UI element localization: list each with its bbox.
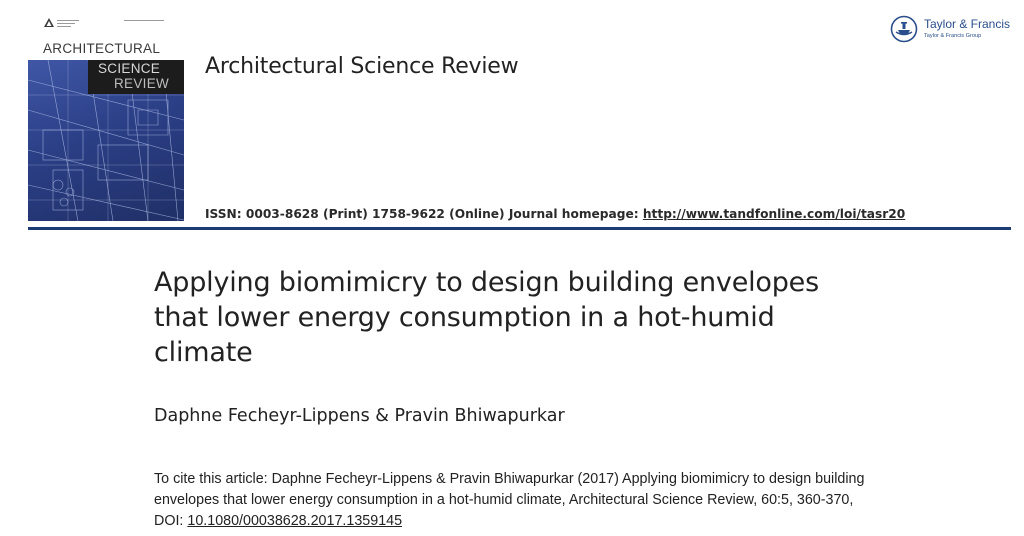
issn-line	[205, 207, 905, 221]
article-title	[154, 265, 914, 370]
issn-text: ISSN: 0003-8628 (Print) 1758-9622 (Online) Journal homepage:	[205, 207, 643, 221]
cover-title-line-1: ARCHITECTURAL	[43, 41, 161, 56]
article-authors: Daphne Fecheyr-Lippens & Pravin Bhiwapurkar	[154, 406, 565, 426]
cover-tiny-text	[57, 20, 79, 21]
cover-title-line-2: SCIENCE	[98, 61, 161, 76]
cover-tiny-text	[124, 20, 164, 21]
taylor-francis-logo-icon	[890, 15, 918, 43]
publisher-group: Taylor & Francis Group	[924, 33, 982, 39]
article-title-line: Applying biomimicry to design building envelopes	[154, 267, 819, 298]
journal-name: Architectural Science Review	[205, 54, 519, 79]
cover-title-line-3: REVIEW	[114, 76, 170, 91]
doi-link[interactable]: 10.1080/00038628.2017.1359145	[187, 513, 403, 529]
cover-tiny-text	[57, 26, 71, 27]
journal-homepage-link[interactable]: http://www.tandfonline.com/loi/tasr20	[642, 207, 906, 221]
publisher-logo[interactable]	[890, 14, 1016, 44]
cover-publisher-mark-icon	[44, 18, 54, 27]
article-title-line: climate	[154, 337, 253, 368]
journal-cover-image	[28, 14, 184, 221]
cover-top-strip	[28, 14, 184, 60]
citation-label: To cite this article:	[154, 471, 268, 487]
article-title-line: that lower energy consumption in a hot-humid	[154, 302, 775, 333]
publisher-name: Taylor & Francis	[924, 17, 1011, 31]
cover-tiny-text	[57, 23, 75, 24]
citation-text: Daphne Fecheyr-Lippens & Pravin Bhiwapurkar (2017) Applying biomimicry to design building envelopes that lower energy consumption in a hot-humid climate, Architectural Science Review, 60:5, 360-370, DOI:	[154, 471, 865, 529]
citation-block	[154, 469, 884, 532]
header-divider	[28, 227, 1011, 230]
